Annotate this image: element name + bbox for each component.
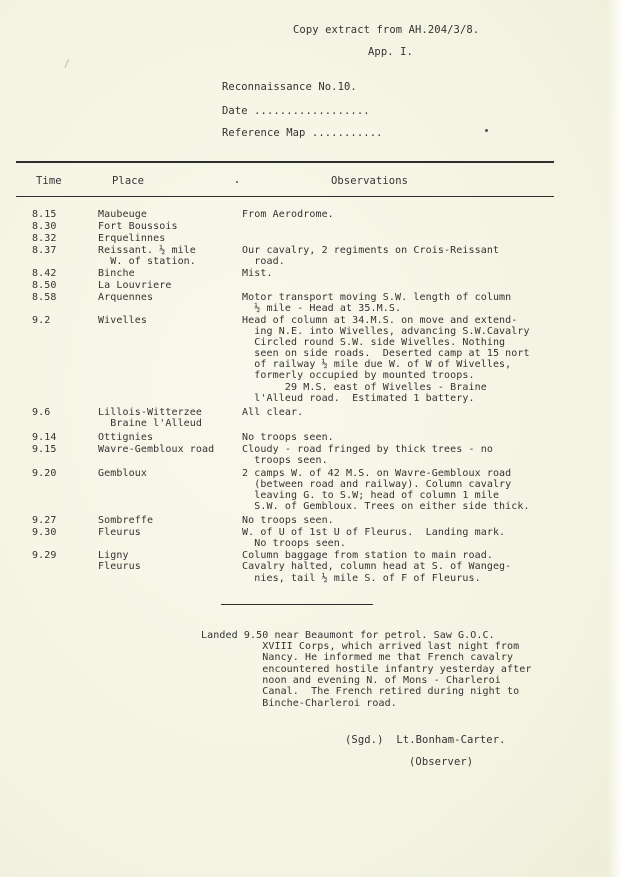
row-place: Ottignies [98,432,154,443]
reconnaissance-title: Reconnaissance No.10. [222,81,357,93]
date-field: Date .................. [222,105,370,117]
row-observation: No troops seen. [242,538,347,549]
column-observations-header: Observations [331,175,409,187]
row-time: 9.20 [32,468,57,479]
row-observation: seen on side roads. Deserted camp at 15 nort [242,348,530,359]
row-time: 8.58 [32,292,57,303]
row-place: Arquennes [98,292,154,303]
row-place: Maubeuge [98,209,147,220]
row-observation: ing N.E. into Wivelles, advancing S.W.Cavalry [242,326,530,337]
row-place: Reissant. ½ mile [98,245,196,256]
row-place: Erquelinnes [98,233,166,244]
row-observation: road. [242,256,285,267]
row-observation: Head of column at 34.M.S. on move and extend- [242,315,518,326]
row-place: Wivelles [98,315,147,326]
row-observation: Cloudy - road fringed by thick trees - no [242,444,493,455]
row-place: Fort Boussois [98,221,178,232]
row-place: Sombreffe [98,515,154,526]
row-time: 9.30 [32,527,57,538]
row-observation: S.W. of Gembloux. Trees on either side thick. [242,501,530,512]
row-place: Lillois-Witterzee [98,407,203,418]
row-place: Gembloux [98,468,147,479]
copy-extract-reference: Copy extract from AH.204/3/8. [293,24,480,36]
row-time: 8.32 [32,233,57,244]
paper-speck [236,181,238,183]
row-place: Ligny [98,550,129,561]
row-place: Fleurus [98,527,141,538]
row-observation: Mist. [242,268,273,279]
row-observation: Motor transport moving S.W. length of column [242,292,512,303]
column-time-header: Time [36,175,62,187]
section-divider [221,604,373,605]
table-header-rule [16,196,554,197]
page-edge [607,0,621,877]
paper-mark [64,59,73,70]
row-time: 9.27 [32,515,57,526]
column-place-header: Place [112,175,145,187]
row-time: 9.14 [32,432,57,443]
row-observation: troops seen. [242,455,328,466]
row-observation: W. of U of 1st U of Fleurus. Landing mark. [242,527,506,538]
table-top-rule [16,161,554,163]
row-time: 9.15 [32,444,57,455]
row-time: 8.37 [32,245,57,256]
row-observation: All clear. [242,407,304,418]
row-time: 9.6 [32,407,51,418]
signature-line: (Sgd.) Lt.Bonham-Carter. [345,734,506,746]
row-observation: of railway ½ mile due W. of W of Wivelles, [242,359,512,370]
row-time: 9.29 [32,550,57,561]
footer-note-line: Landed 9.50 near Beaumont for petrol. Saw G.O.C. [201,630,495,641]
row-time: 8.42 [32,268,57,279]
row-observation: nies, tail ½ mile S. of F of Fleurus. [242,573,481,584]
reference-map-field: Reference Map ........... [222,127,383,139]
row-observation: Column baggage from station to main road. [242,550,493,561]
row-time: 8.30 [32,221,57,232]
row-observation: 2 camps W. of 42 M.S. on Wavre-Gembloux road [242,468,512,479]
row-observation: Circled round S.W. side Wivelles. Nothing [242,337,506,348]
footer-note-line: Binche-Charleroi road. [201,698,397,709]
row-observation: No troops seen. [242,515,334,526]
row-observation: l'Alleud road. Estimated 1 battery. [242,393,475,404]
observer-label: (Observer) [409,756,474,768]
footer-note-line: XVIII Corps, which arrived last night from [201,641,520,652]
paper-speck [485,129,488,132]
row-place: Braine l'Alleud [98,418,203,429]
row-observation: leaving G. to S.W; head of column 1 mile [242,490,500,501]
row-time: 9.2 [32,315,51,326]
row-place: Wavre-Gembloux road [98,444,215,455]
row-observation: Cavalry halted, column head at S. of Wangeg- [242,561,512,572]
footer-note-line: Nancy. He informed me that French cavalry [201,652,514,663]
row-observation: formerly occupied by mounted troops. [242,370,475,381]
footer-note-line: Canal. The French retired during night to [201,686,520,697]
row-place: Fleurus [98,561,141,572]
row-observation: From Aerodrome. [242,209,334,220]
row-observation: ½ mile - Head at 35.M.S. [242,303,402,314]
row-time: 8.15 [32,209,57,220]
row-place: Binche [98,268,135,279]
row-observation: No troops seen. [242,432,334,443]
appendix-label: App. I. [368,46,413,58]
footer-note-line: encountered hostile infantry yesterday after [201,664,532,675]
footer-note-line: noon and evening N. of Mons - Charleroi [201,675,501,686]
row-observation: 29 M.S. east of Wivelles - Braine [242,382,487,393]
row-place: La Louvriere [98,280,172,291]
row-place: W. of station. [98,256,196,267]
row-time: 8.50 [32,280,57,291]
row-observation: (between road and railway). Column cavalry [242,479,512,490]
row-observation: Our cavalry, 2 regiments on Crois-Reissant [242,245,500,256]
